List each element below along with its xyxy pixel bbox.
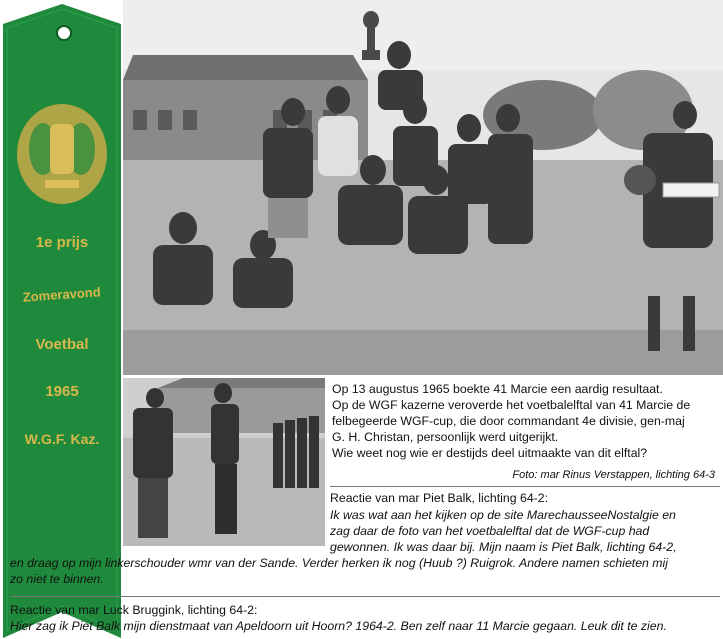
award-ribbon [3,4,121,638]
reaction-1-line: Ik was wat aan het kijken op de site MarechausseeNostalgie en [330,508,676,522]
trophy-emblem [17,104,107,204]
reaction-1-line: zo niet te binnen. [10,572,104,586]
caption-line: G. H. Christan, persoonlijk werd uitgerijkt. [332,430,559,444]
caption-line: Op 13 augustus 1965 boekte 41 Marcie een aardig resultaat. [332,382,663,396]
photo-credit: Foto: mar Rinus Verstappen, lichting 64-3 [512,469,715,481]
ribbon-line-4: 1965 [45,383,79,400]
reaction-1-line: zag daar de foto van het voetbalelftal dat de WGF-cup had [330,524,650,538]
team-photo [123,0,723,375]
reaction-2-body: Hier zag ik Piet Balk mijn dienstmaat van Apeldoorn uit Hoorn? 1964-2. Ben zelf naar 11 Marcie gegaan. Leuk dit te zien. [10,619,667,633]
caption-line: Op de WGF kazerne veroverde het voetbalelftal van 41 Marcie de [332,398,691,412]
reaction-1-body-continued [10,555,720,587]
ribbon-hole [57,26,71,40]
ribbon-line-2: Zomeravond [22,284,102,305]
reaction-1-line: gewonnen. Ik was daar bij. Mijn naam is Piet Balk, lichting 64-2, [330,540,677,554]
reaction-2-heading: Reactie van mar Luck Bruggink, lichting 64-2: [10,603,258,617]
caption-line: Wie weet nog wie er destijds deel uitmaakte van dit elftal? [332,446,648,460]
divider [10,596,720,597]
ribbon-line-5: W.G.F. Kaz. [24,431,100,447]
reaction-1-line: en draag op mijn linkerschouder wmr van der Sande. Verder herken ik nog (Huub ?) Ruigrok. Andere namen schieten mij [10,556,668,570]
reaction-1-body [330,507,720,555]
ceremony-photo [123,378,325,546]
caption-line: felbegeerde WGF-cup, die door commandant 4e divisie, gen-maj [332,414,685,428]
divider [330,486,720,487]
reaction-1-heading: Reactie van mar Piet Balk, lichting 64-2: [330,491,549,505]
ribbon-line-3: Voetbal [35,336,89,353]
ribbon-line-1: 1e prijs [35,234,89,251]
photo-caption [332,381,720,461]
